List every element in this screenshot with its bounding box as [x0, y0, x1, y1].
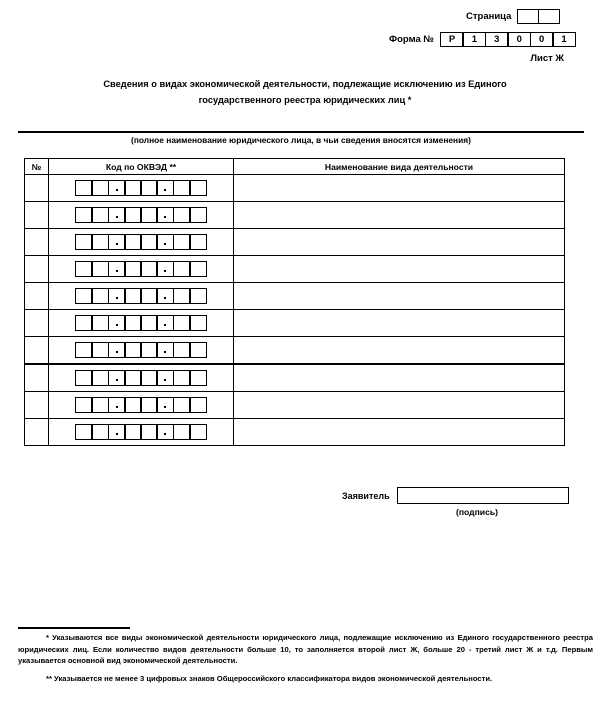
- okved-code-separator-box: [156, 261, 174, 277]
- table-row: [25, 283, 564, 310]
- okved-code-separator-box: [108, 207, 126, 223]
- form-number-cell-3: 0: [507, 32, 531, 47]
- okved-code-separator-box: [156, 288, 174, 304]
- activity-name-cell[interactable]: [234, 175, 564, 201]
- table-body: [25, 175, 564, 445]
- row-number-cell[interactable]: [25, 175, 49, 201]
- okved-code-cell: [49, 202, 234, 228]
- okved-code-digit-box[interactable]: [189, 180, 207, 196]
- entity-name-rule[interactable]: [18, 131, 584, 133]
- okved-code-separator-box: [108, 234, 126, 250]
- activity-name-cell[interactable]: [234, 229, 564, 255]
- row-number-cell[interactable]: [25, 229, 49, 255]
- okved-code-separator-box: [156, 370, 174, 386]
- okved-code-separator-box: [156, 342, 174, 358]
- okved-code-cell: [49, 365, 234, 391]
- activity-name-cell[interactable]: [234, 392, 564, 418]
- okved-code-boxes: [75, 424, 206, 440]
- form-number-cell-4: 0: [530, 32, 554, 47]
- okved-code-separator-box: [108, 342, 126, 358]
- activity-name-cell[interactable]: [234, 283, 564, 309]
- okved-code-separator-box: [108, 397, 126, 413]
- okved-code-boxes: [75, 207, 206, 223]
- okved-code-digit-box[interactable]: [189, 397, 207, 413]
- activity-name-cell[interactable]: [234, 419, 564, 445]
- okved-code-separator-box: [156, 424, 174, 440]
- form-number-cell-1: 1: [462, 32, 486, 47]
- form-number-field: [389, 32, 576, 47]
- okved-code-digit-box[interactable]: [189, 370, 207, 386]
- page-number-field: [466, 9, 560, 24]
- table-header-row: [25, 159, 564, 175]
- entity-name-caption: (полное наименование юридического лица, в чьи сведения вносятся изменения): [131, 135, 471, 145]
- okved-code-boxes: [75, 234, 206, 250]
- row-number-cell[interactable]: [25, 337, 49, 363]
- applicant-label: Заявитель: [342, 490, 390, 501]
- row-number-cell[interactable]: [25, 256, 49, 282]
- page-number-boxes[interactable]: [517, 9, 559, 24]
- form-number-boxes: [440, 32, 576, 47]
- okved-code-separator-box: [156, 207, 174, 223]
- form-number-cell-2: 3: [485, 32, 509, 47]
- okved-code-separator-box: [108, 261, 126, 277]
- sheet-label: Лист Ж: [530, 53, 564, 64]
- okved-code-cell: [49, 175, 234, 201]
- okved-code-cell: [49, 229, 234, 255]
- row-number-cell[interactable]: [25, 283, 49, 309]
- okved-code-boxes: [75, 342, 206, 358]
- page-title-line-1: Сведения о видах экономической деятельности, подлежащие исключению из Единого: [103, 79, 507, 89]
- okved-code-cell: [49, 283, 234, 309]
- column-header-name: Наименование вида деятельности: [324, 161, 474, 172]
- okved-code-boxes: [75, 370, 206, 386]
- row-number-cell[interactable]: [25, 202, 49, 228]
- okved-code-boxes: [75, 397, 206, 413]
- table-row: [25, 365, 564, 392]
- row-number-cell[interactable]: [25, 419, 49, 445]
- okved-code-boxes: [75, 180, 206, 196]
- row-number-cell[interactable]: [25, 365, 49, 391]
- column-header-num: №: [25, 159, 49, 174]
- signature-caption: (подпись): [455, 507, 499, 517]
- table-row: [25, 337, 564, 365]
- okved-code-separator-box: [156, 234, 174, 250]
- footnote-asterisk-1: * Указываются все виды экономической деятельности юридического лица, подлежащие исключению из Единого государственного реестра юридических лиц. Если количество видов деятельности больше 10, то заполняется второй лист Ж, больше 20 - третий лист Ж и т.д. Первым указывается основной вид экономической деятельности.: [18, 633, 593, 666]
- okved-code-cell: [49, 392, 234, 418]
- okved-code-digit-box[interactable]: [189, 342, 207, 358]
- okved-code-boxes: [75, 288, 206, 304]
- okved-code-separator-box: [108, 180, 126, 196]
- table-row: [25, 419, 564, 445]
- okved-code-cell: [49, 419, 234, 445]
- okved-code-cell: [49, 337, 234, 363]
- okved-code-digit-box[interactable]: [189, 261, 207, 277]
- form-number-cell-5: 1: [552, 32, 576, 47]
- activity-name-cell[interactable]: [234, 337, 564, 363]
- table-row: [25, 229, 564, 256]
- activity-name-cell[interactable]: [234, 365, 564, 391]
- applicant-field: [342, 487, 569, 504]
- table-row: [25, 392, 564, 419]
- table-row: [25, 310, 564, 337]
- okved-code-separator-box: [108, 424, 126, 440]
- okved-code-cell: [49, 310, 234, 336]
- okved-code-digit-box[interactable]: [189, 207, 207, 223]
- okved-code-digit-box[interactable]: [189, 315, 207, 331]
- row-number-cell[interactable]: [25, 310, 49, 336]
- table-row: [25, 256, 564, 283]
- okved-code-digit-box[interactable]: [189, 234, 207, 250]
- okved-code-boxes: [75, 261, 206, 277]
- column-header-code: Код по ОКВЭД **: [49, 159, 234, 174]
- okved-code-digit-box[interactable]: [189, 424, 207, 440]
- okved-code-separator-box: [108, 288, 126, 304]
- page-title: [60, 76, 550, 108]
- activity-name-cell[interactable]: [234, 202, 564, 228]
- okved-code-separator-box: [156, 180, 174, 196]
- page-number-cell-0[interactable]: [517, 9, 539, 24]
- footnote-divider: [18, 627, 130, 629]
- okved-code-separator-box: [108, 315, 126, 331]
- page-number-cell-1[interactable]: [538, 9, 560, 24]
- applicant-signature-input[interactable]: [397, 487, 569, 504]
- okved-code-separator-box: [108, 370, 126, 386]
- activity-name-cell[interactable]: [234, 310, 564, 336]
- activity-name-cell[interactable]: [234, 256, 564, 282]
- okved-code-cell: [49, 256, 234, 282]
- page-number-label: Страница: [466, 11, 512, 22]
- okved-code-separator-box: [156, 397, 174, 413]
- okved-table: [24, 158, 565, 446]
- table-row: [25, 175, 564, 202]
- footnote-asterisk-2: ** Указывается не менее 3 цифровых знаков Общероссийского классификатора видов экономической деятельности.: [46, 674, 493, 683]
- okved-code-separator-box: [156, 315, 174, 331]
- okved-code-digit-box[interactable]: [189, 288, 207, 304]
- row-number-cell[interactable]: [25, 392, 49, 418]
- form-number-label: Форма №: [389, 34, 435, 45]
- page-title-line-2: государственного реестра юридических лиц *: [198, 95, 412, 105]
- form-number-cell-0: Р: [440, 32, 464, 47]
- okved-code-boxes: [75, 315, 206, 331]
- table-row: [25, 202, 564, 229]
